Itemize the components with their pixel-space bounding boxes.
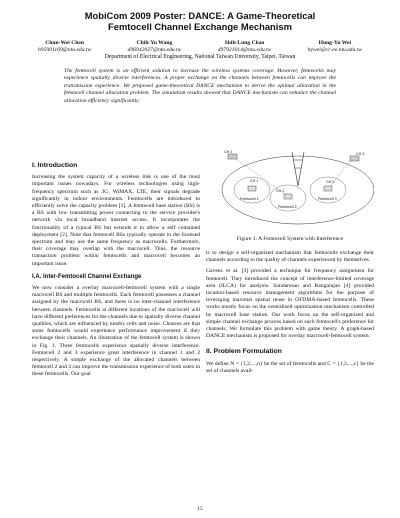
interferer-2-icon — [350, 156, 359, 161]
figure-femtocell-system — [206, 146, 374, 230]
right-paragraph-1: is to design a self-organized mechanism that femtocells exchange their channels according to the quality of channels experienced by themselves. — [206, 250, 374, 264]
figure-label: Femtocell 1 — [240, 197, 259, 201]
figure-label: CH 2 — [326, 180, 335, 184]
intro-paragraph-2: We now consider a overlay macrocell-femtocell system with a single macrocell BS and multiple femtocells. Each femtocell possesses a channel assigned by the macrocell BS, and there is no inter-channel interference between channels. Femtocells at different locations of the macrocell will have different preferences for the channels due to spatially diverse channel qualities, which are influenced by nearby cells and noise. Chances are that some femtocells would experience performance improvement if they exchange their channels. An illustration of the femtocell system is shown in Fig. 1. Three femtocells experience spatially diverse interference. Femtocell 2 and 3 experience great interference in channel 1 and 2 respectively. A simple exchange of the allocated channels between femtocell 2 and 3 can improve the transmission experience of both users in these femtocells. Our goal — [32, 285, 200, 378]
title-line-2: Femtocell Channel Exchange Mechanism — [108, 21, 292, 32]
interferer-1-icon — [228, 154, 237, 159]
author-list — [38, 40, 362, 54]
femtocell-3-bs-icon — [324, 186, 332, 191]
section-heading-introduction: I. Introduction — [32, 162, 78, 169]
macrocell-tower-icon — [292, 152, 304, 186]
author-email: b95901169@ntu.edu.tw — [38, 47, 92, 53]
author-email: d97921014@ntu.edu.tw — [217, 47, 272, 53]
intro-paragraph-1: Increasing the system capacity of a wireless link is one of the most important issues nowadays. For wireless technologies using high-frequency spectrum such as 3G, WiMAX, LTE, their signals degrade significantly in indoor environments. Femtocells are introduced to efficiently solve the capacity problem [1]. A femtocell base station (BS) is a BS with low transmitting power connecting to the service provider's network via local broadband internet access. It incorporates the functionality of a typical BS but extends it to allow a self contained deployment [2]. Note that femtocell BSs typically operate in the licensed spectrum and may use the same frequency as macrocells. Furthermore, their coverage may overlap with the macrocell. Thus, the resource transaction problem within femtocells and macrocell becomes an important issue. — [32, 174, 200, 267]
page-number: 15 — [197, 506, 203, 512]
author-1 — [38, 40, 91, 54]
abstract: The femtocell system is an efficient solution to increase the wireless systems coverage. However, femtocells may experience spatially diverse interferences. A proper exchange on the channels between femtocells can improve the transmission experience. We proposed game-theoretical DANCE mechanism to derive the optimal allocation in the femtocell channel allocation problem. The simulation results showed that DANCE mechanism can enhance the channel allocation efficiency significantly. — [64, 68, 336, 104]
figure-label: Femtocell 3 — [318, 197, 337, 201]
department-affiliation: Department of Electrical Engineering, National Taiwan University, Taipei, Taiwan — [104, 54, 296, 60]
figure-label: CH 1 — [250, 179, 259, 183]
author-email: hywei@cc.ee.ntu.edu.tw — [307, 47, 362, 53]
figure-label: CH 3 — [356, 152, 365, 156]
author-name: Chun-Wei Chen — [45, 40, 84, 46]
author-email: d96942027@ntu.edu.tw — [127, 47, 182, 53]
author-3 — [218, 40, 272, 54]
author-name: Shih-Lung Chao — [224, 40, 265, 46]
section-heading-problem-formulation: II. Problem Formulation — [206, 348, 282, 356]
author-name: Hung-Yu Wei — [318, 40, 352, 46]
author-name: Chih-Yu Wang — [136, 40, 173, 46]
paper-title — [20, 10, 380, 32]
macrocell-coverage — [222, 156, 374, 224]
title-line-1: MobiCom 2009 Poster: DANCE: A Game-Theoretical — [84, 10, 316, 21]
figure-label: Femtocell 2 — [278, 205, 297, 209]
femtocell-2-bs-icon — [284, 194, 292, 199]
right-paragraph-2: Gavenc et al. [3] provided a technique for frequency assignment for femtocell. They introduced the concept of interference-limited coverage area (ILCA) for analysis. Sundaresan and Rangarajan [4] provided location-based resource management algorithms for the purpose of leveraging maximal spatial reuse in OFDMA-based femtocells. These works mostly focus on the centralized optimization mechanism controlled by macrocell base station. Our work focus on the self-organized and simple channel exchange process based on each femtocell's preference for channels. We formulate this problem with game theory. A graph-based DANCE mechanism is proposed for overlay macrocell-femtocell system. — [206, 268, 374, 340]
figure-caption: Figure 1: A Femtocell System with Interference — [236, 236, 344, 242]
subsection-heading-channel-exchange: I.A. Inter-Femtocell Channel Exchange — [32, 273, 142, 280]
figure-label: CH 2 — [224, 150, 233, 154]
femtocell-1-bs-icon — [248, 186, 256, 191]
author-4 — [308, 40, 362, 54]
figure-label: CH 1 — [276, 189, 285, 193]
author-2 — [128, 40, 182, 54]
femtocell-diagram — [206, 146, 374, 230]
right-paragraph-3: We define N = {1,2,...,n} be the set of femtocells and C = {1,2,...,c} be the set of channels avail- — [206, 360, 374, 374]
left-column — [32, 162, 200, 383]
right-column — [206, 250, 374, 379]
